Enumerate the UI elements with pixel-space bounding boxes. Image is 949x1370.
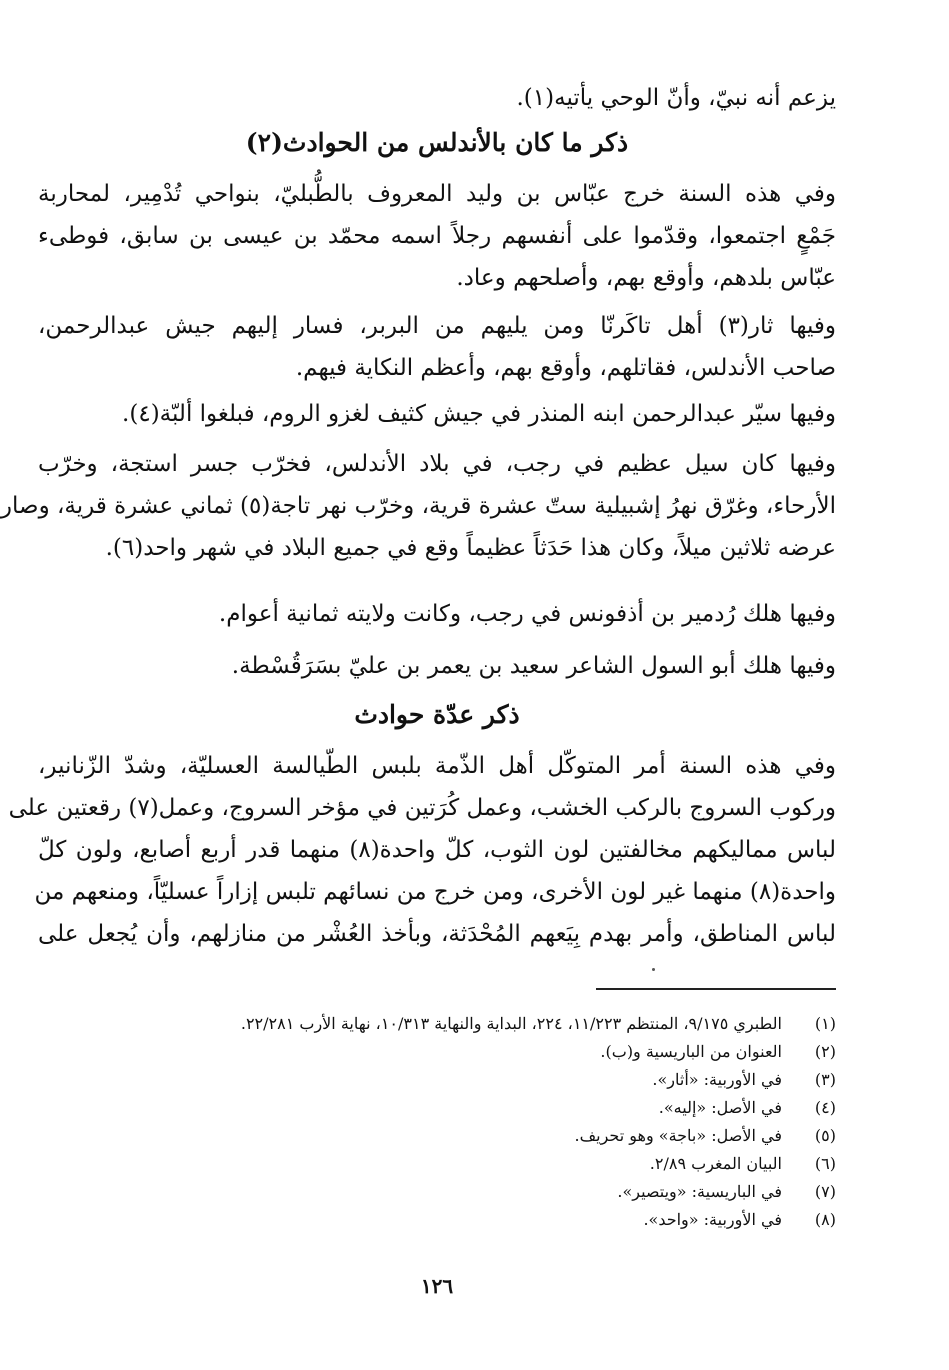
paragraph-line: وفي هذه السنة أمر المتوكّل أهل الذّمة بلبس الطّيالسة العسليّة، وشدّ الزّنانير، — [38, 753, 836, 779]
paragraph-line: وفيها كان سيل عظيم في رجب، في بلاد الأندلس، فخرّب جسر استجة، وخرّب — [38, 451, 836, 477]
footnote-text: في الأصل: «إليه». — [658, 1098, 782, 1117]
paragraph-line: واحدة(٨) منهما غير لون الأخرى، ومن خرج من نسائهم تلبس إزاراً عسليّاً، ومنعهم من — [34, 879, 836, 905]
footnote — [241, 1012, 836, 1036]
footnote-number: (٤) — [814, 1098, 836, 1117]
footnote-number: (١) — [814, 1014, 836, 1033]
footnote — [574, 1124, 836, 1148]
paragraph-line: جَمْعٍ اجتمعوا، وقدّموا على أنفسهم رجلاً اسمه محمّد بن عيسى بن سابق، فوطىء — [38, 223, 836, 249]
paragraph-line: وفيها ثار(٣) أهل تاكَرنّا ومن يليهم من البربر، فسار إليهم جيش عبدالرحمن، — [38, 313, 837, 339]
footnote — [650, 1152, 836, 1176]
paragraph-line: وركوب السروج بالركب الخشب، وعمل كُرَتين في مؤخر السروج، وعمل(٧) رقعتين على — [8, 795, 836, 821]
scan-speck — [652, 968, 655, 971]
footnote-text: الطبري ٩/١٧٥، المنتظم ١١/٢٢٣، ٢٢٤، البداية والنهاية ١٠/٣١٣، نهاية الأرب ٢٢/٢٨١. — [240, 1014, 782, 1033]
footnote-number: (٢) — [814, 1042, 836, 1061]
footnote-number: (٨) — [814, 1210, 836, 1229]
footnote-text: في الأصل: «باجة» وهو تحريف. — [574, 1126, 782, 1145]
footnote-text: في الباريسية: «ويتصير». — [617, 1182, 782, 1201]
paragraph-line: عبّاس بلدهم، وأوقع بهم، وأصلحهم وعاد. — [456, 265, 836, 291]
footnote-text: في الأوربية: «واحد». — [643, 1210, 782, 1229]
footnote-text: البيان المغرب ٢/٨٩. — [649, 1154, 782, 1173]
footnote-divider — [596, 988, 836, 990]
paragraph-line: لباس المناطق، وأمر بهدم بِيَعهم المُحْدَثة، وبأخذ العُشْر من منازلهم، وأن يُجعل على — [38, 921, 836, 947]
section-heading-events: ذكر عدّة حوادث — [354, 700, 520, 729]
footnote-number: (٣) — [814, 1070, 836, 1089]
footnote-text: العنوان من الباريسية و(ب). — [600, 1042, 782, 1061]
paragraph-line: لباس مماليكهم مخالفتين لون الثوب، كلّ واحدة(٨) منهما قدر أربع أصابع، ولون كلّ — [38, 837, 836, 863]
paragraph-line: وفي هذه السنة خرج عبّاس بن وليد المعروف بالطُّبليّ، بنواحي تُدْمِير، لمحاربة — [38, 181, 836, 207]
section-heading-andalus: ذكر ما كان بالأندلس من الحوادث(٢) — [245, 128, 629, 157]
paragraph-line: وفيها هلك أبو السول الشاعر سعيد بن يعمر بن عليّ بسَرَقُسْطة. — [231, 653, 836, 679]
footnote — [600, 1040, 836, 1064]
footnote-number: (٥) — [814, 1126, 836, 1145]
paragraph-line: عرضه ثلاثين ميلاً، وكان هذا حَدَثاً عظيماً وقع في جميع البلاد في شهر واحد(٦). — [105, 535, 836, 561]
paragraph-line: صاحب الأندلس، فقاتلهم، وأوقع بهم، وأعظم النكاية فيهم. — [295, 355, 836, 381]
footnote — [652, 1068, 836, 1092]
footnote — [617, 1180, 836, 1204]
intro-line: يزعم أنه نبيّ، وأنّ الوحي يأتيه(١). — [516, 85, 836, 111]
footnote-number: (٧) — [814, 1182, 836, 1201]
footnote — [659, 1096, 836, 1120]
footnote-number: (٦) — [814, 1154, 836, 1173]
paragraph-line: الأرحاء، وغرّق نهرُ إشبيلية ستّ عشرة قرية، وخرّب نهر تاجة(٥) ثماني عشرة قرية، وصار — [0, 493, 836, 519]
paragraph-line: وفيها هلك رُدمير بن أذفونس في رجب، وكانت ولايته ثمانية أعوام. — [218, 601, 836, 627]
paragraph-line: وفيها سيّر عبدالرحمن ابنه المنذر في جيش كثيف لغزو الروم، فبلغوا ألبّة(٤). — [122, 401, 836, 427]
page-number: ١٢٦ — [420, 1274, 454, 1298]
footnote-text: في الأوربية: «أثار». — [652, 1070, 782, 1089]
footnote — [643, 1208, 836, 1232]
